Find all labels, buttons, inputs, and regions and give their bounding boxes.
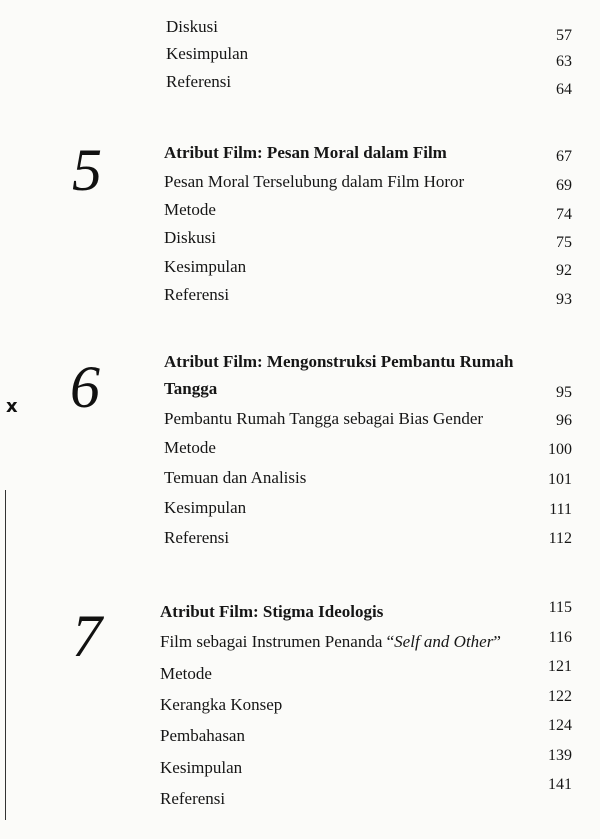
toc-entry-title[interactable]: Metode bbox=[164, 438, 216, 457]
toc-entry-title[interactable]: Pembantu Rumah Tangga sebagai Bias Gender bbox=[164, 409, 484, 428]
toc-entry-title[interactable]: Kesimpulan bbox=[166, 44, 249, 63]
toc-entry-page: 141 bbox=[548, 776, 572, 793]
page-edge-line bbox=[5, 490, 6, 820]
toc-entry-page: 101 bbox=[548, 471, 572, 488]
toc-entry-page: 74 bbox=[556, 206, 572, 223]
chapter-number: 7 bbox=[72, 603, 102, 669]
toc-entry-page: 93 bbox=[556, 291, 572, 308]
title-prefix: Film sebagai Instrumen Penanda “ bbox=[160, 632, 395, 651]
toc-entry-title[interactable]: Kesimpulan bbox=[164, 257, 247, 276]
chapter-title-line2[interactable]: Tangga bbox=[164, 379, 218, 398]
toc-entry-title[interactable]: Pembahasan bbox=[160, 726, 245, 745]
toc-entry-page: 115 bbox=[548, 599, 572, 616]
toc-entry-page: 112 bbox=[548, 530, 572, 547]
toc-entry-title[interactable]: Metode bbox=[160, 664, 212, 683]
toc-entry-title[interactable] bbox=[160, 632, 501, 652]
toc-entry-title[interactable]: Diskusi bbox=[164, 228, 216, 247]
toc-entry-page: 116 bbox=[548, 629, 572, 646]
toc-entry-title[interactable]: Kesimpulan bbox=[160, 758, 243, 777]
toc-entry-title[interactable]: Kerangka Konsep bbox=[160, 695, 283, 714]
chapter-title[interactable]: Atribut Film: Stigma Ideologis bbox=[160, 602, 384, 621]
toc-entry-page: 64 bbox=[556, 81, 572, 98]
toc-entry-title[interactable]: Pesan Moral Terselubung dalam Film Horor bbox=[164, 172, 465, 191]
chapter-title-line1[interactable]: Atribut Film: Mengonstruksi Pembantu Rumah bbox=[164, 352, 514, 371]
toc-entry-title[interactable]: Diskusi bbox=[166, 17, 218, 36]
toc-entry-page: 100 bbox=[548, 441, 572, 458]
toc-entry-page: 96 bbox=[556, 412, 572, 429]
toc-entry-title[interactable]: Metode bbox=[164, 200, 216, 219]
toc-entry-page: 75 bbox=[556, 234, 572, 251]
toc-entry-page: 69 bbox=[556, 177, 572, 194]
toc-entry-page: 67 bbox=[556, 148, 572, 165]
toc-entry-page: 92 bbox=[556, 262, 572, 279]
toc-entry-title[interactable]: Referensi bbox=[164, 285, 230, 304]
toc-entry-page: 63 bbox=[556, 53, 572, 70]
title-suffix: ” bbox=[493, 632, 501, 651]
toc-entry-page: 121 bbox=[548, 658, 572, 675]
chapter-title[interactable]: Atribut Film: Pesan Moral dalam Film bbox=[164, 143, 447, 162]
toc-entry-page: 95 bbox=[556, 384, 572, 401]
toc-entry-title[interactable]: Referensi bbox=[166, 72, 232, 91]
toc-entry-title[interactable]: Referensi bbox=[164, 528, 230, 547]
toc-entry-page: 139 bbox=[548, 747, 572, 764]
toc-entry-title[interactable]: Temuan dan Analisis bbox=[164, 468, 307, 487]
toc-entry-title[interactable]: Referensi bbox=[160, 789, 226, 808]
title-italic: Self and Other bbox=[394, 632, 494, 651]
chapter-number: 6 bbox=[70, 354, 100, 420]
toc-entry-page: 111 bbox=[549, 501, 572, 518]
chapter-number: 5 bbox=[72, 137, 102, 203]
toc-entry-page: 122 bbox=[548, 688, 572, 705]
toc-entry-page: 124 bbox=[548, 717, 572, 734]
toc-entry-page: 57 bbox=[556, 27, 572, 44]
page-edge-marker: x bbox=[6, 396, 18, 417]
toc-entry-title[interactable]: Kesimpulan bbox=[164, 498, 247, 517]
